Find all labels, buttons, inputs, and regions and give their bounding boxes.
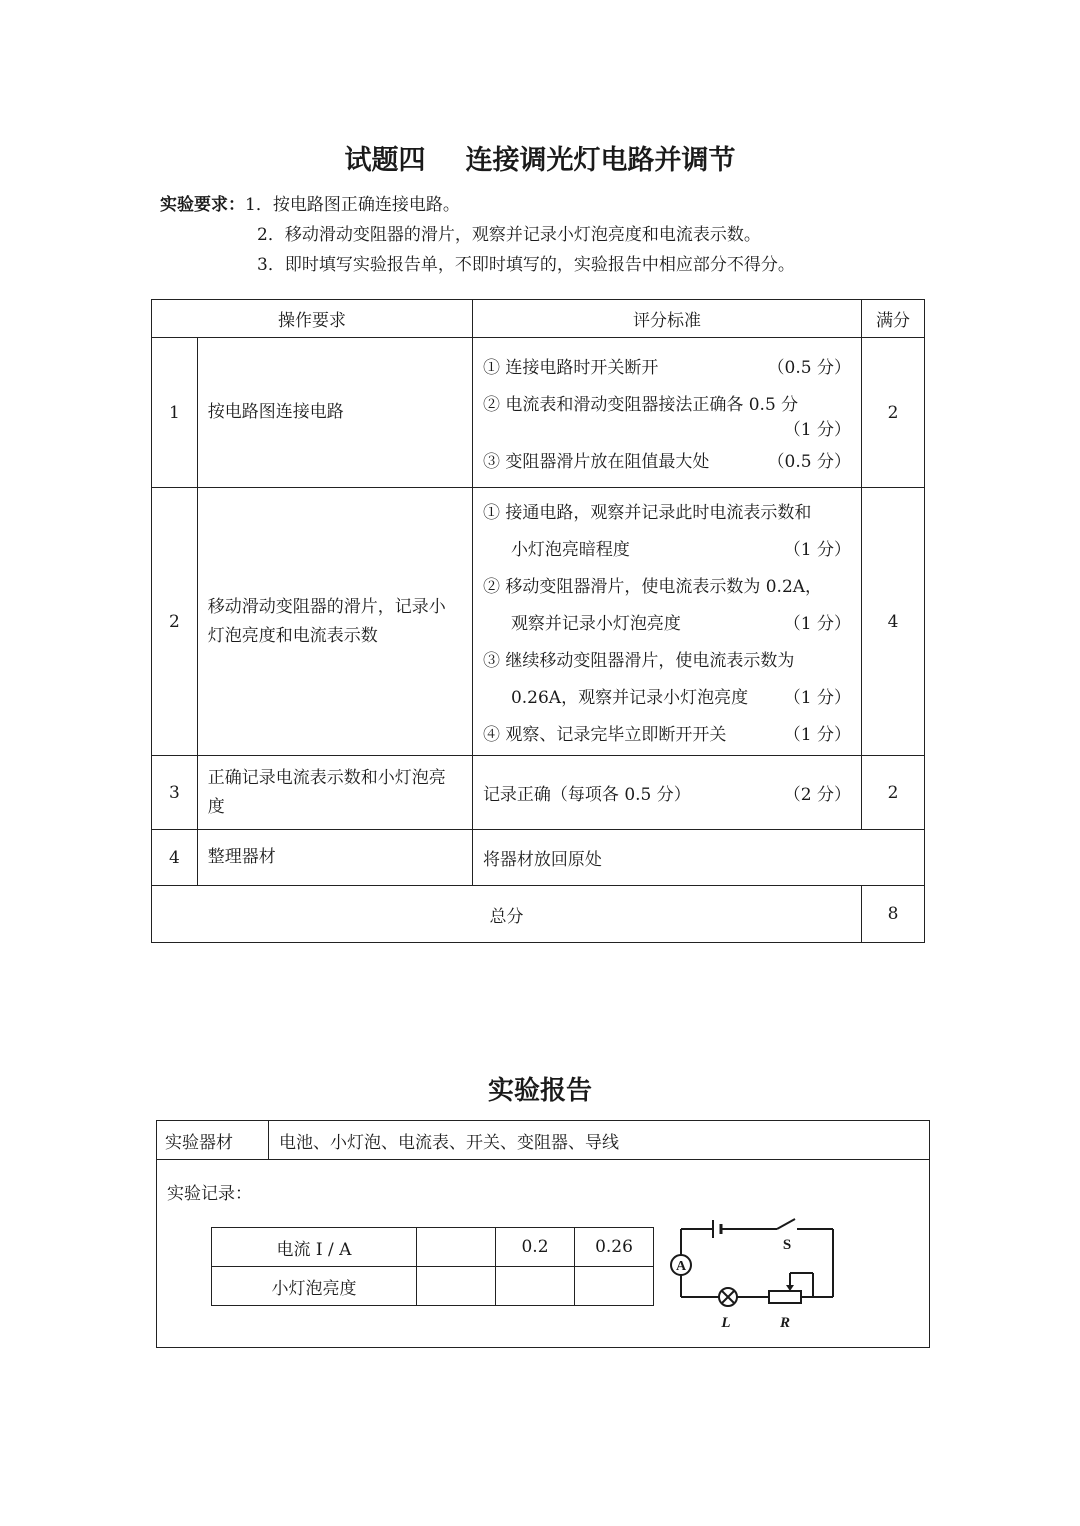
record-cell[interactable]: [496, 1267, 575, 1306]
table-row: [152, 488, 925, 756]
row-criteria: [472, 830, 924, 886]
equipment-value: 电池、小灯泡、电流表、开关、变阻器、导线: [279, 1132, 619, 1153]
row-points: 2: [861, 338, 924, 488]
total-label: 总分: [152, 886, 862, 943]
criterion-score: （0.5 分）: [767, 452, 851, 472]
row-points: 4: [861, 488, 924, 756]
page-title: [0, 138, 1080, 177]
row-number: 3: [152, 756, 198, 830]
title-number: 试题四: [344, 145, 426, 176]
table-row: [152, 338, 925, 488]
criterion-score: （0.5 分）: [767, 358, 851, 378]
rheostat-label: R: [779, 1315, 791, 1331]
table-row: [152, 756, 925, 830]
equipment-label: 实验器材: [157, 1121, 269, 1159]
criterion-text: ① 连接电路时开关断开: [482, 358, 659, 378]
report-box: [156, 1120, 930, 1348]
row-number: 4: [152, 830, 198, 886]
criterion-text: 记录正确（每项各 0.5 分）: [482, 785, 691, 805]
row-criteria: [472, 488, 861, 756]
switch-blade: [777, 1219, 795, 1229]
row-criteria: [472, 756, 861, 830]
total-row: [152, 886, 925, 943]
criterion-score: （1 分）: [783, 688, 851, 708]
requirement-1: 1．按电路图正确连接电路。: [245, 195, 460, 215]
criterion-text: ① 接通电路，观察并记录此时电流表示数和: [482, 503, 812, 523]
current-label: 电流 I / A: [212, 1228, 417, 1267]
record-cell[interactable]: [417, 1228, 496, 1267]
total-value: 8: [861, 886, 924, 943]
header-points: 满分: [861, 300, 924, 338]
table-row: [152, 830, 925, 886]
table-row: [212, 1267, 654, 1306]
requirement-3: 3．即时填写实验报告单，不即时填写的，实验报告中相应部分不得分。: [257, 255, 795, 275]
record-cell[interactable]: 0.26: [575, 1228, 654, 1267]
table-row: [212, 1228, 654, 1267]
criterion-text: ③ 变阻器滑片放在阻值最大处: [482, 452, 710, 472]
header-criteria: 评分标准: [472, 300, 861, 338]
criterion-text: 观察并记录小灯泡亮度: [510, 614, 681, 634]
criterion-text: ② 电流表和滑动变阻器接法正确各 0.5 分: [482, 395, 799, 415]
score-table: [151, 299, 925, 943]
brightness-label: 小灯泡亮度: [212, 1267, 417, 1306]
row-operation: 整理器材: [197, 830, 472, 886]
criterion-text: ② 移动变阻器滑片，使电流表示数为 0.2A，: [482, 577, 823, 597]
criterion-score: （2 分）: [783, 785, 851, 805]
row-number: 2: [152, 488, 198, 756]
criterion-text: 小灯泡亮暗程度: [510, 540, 630, 560]
row-operation: 正确记录电流表示数和小灯泡亮度: [197, 756, 472, 830]
row-operation: 移动滑动变阻器的滑片，记录小灯泡亮度和电流表示数: [197, 488, 472, 756]
score-table-header: [152, 300, 925, 338]
criterion-text: 将器材放回原处: [482, 850, 602, 870]
requirement-2: 2．移动滑动变阻器的滑片，观察并记录小灯泡亮度和电流表示数。: [257, 225, 761, 245]
criterion-text: ④ 观察、记录完毕立即断开开关: [482, 725, 727, 745]
circuit-diagram: [665, 1211, 845, 1331]
record-label: 实验记录：: [167, 1184, 252, 1204]
title-name: 连接调光灯电路并调节: [465, 145, 736, 176]
record-cell[interactable]: [575, 1267, 654, 1306]
row-operation: 按电路图连接电路: [197, 338, 472, 488]
record-cell[interactable]: [417, 1267, 496, 1306]
ammeter-label: A: [675, 1259, 687, 1274]
record-table: [211, 1227, 654, 1306]
criterion-score: （1 分）: [783, 540, 851, 560]
row-number: 1: [152, 338, 198, 488]
header-operation: 操作要求: [152, 300, 473, 338]
criterion-score: （1 分）: [783, 614, 851, 634]
criterion-text: 0.26A，观察并记录小灯泡亮度: [510, 688, 749, 708]
criterion-text: ③ 继续移动变阻器滑片，使电流表示数为: [482, 651, 795, 671]
equipment-row: [157, 1121, 929, 1160]
lamp-label: L: [721, 1315, 731, 1331]
criterion-score: （1 分）: [783, 419, 851, 440]
criterion-score: （1 分）: [783, 725, 851, 745]
rheostat-body: [769, 1291, 801, 1303]
report-title: 实验报告: [487, 1076, 592, 1106]
requirements-label: 实验要求：1．按电路图正确连接电路。: [160, 195, 460, 215]
row-points: 2: [861, 756, 924, 830]
row-criteria: [472, 338, 861, 488]
record-cell[interactable]: 0.2: [496, 1228, 575, 1267]
switch-label: S: [782, 1237, 792, 1253]
